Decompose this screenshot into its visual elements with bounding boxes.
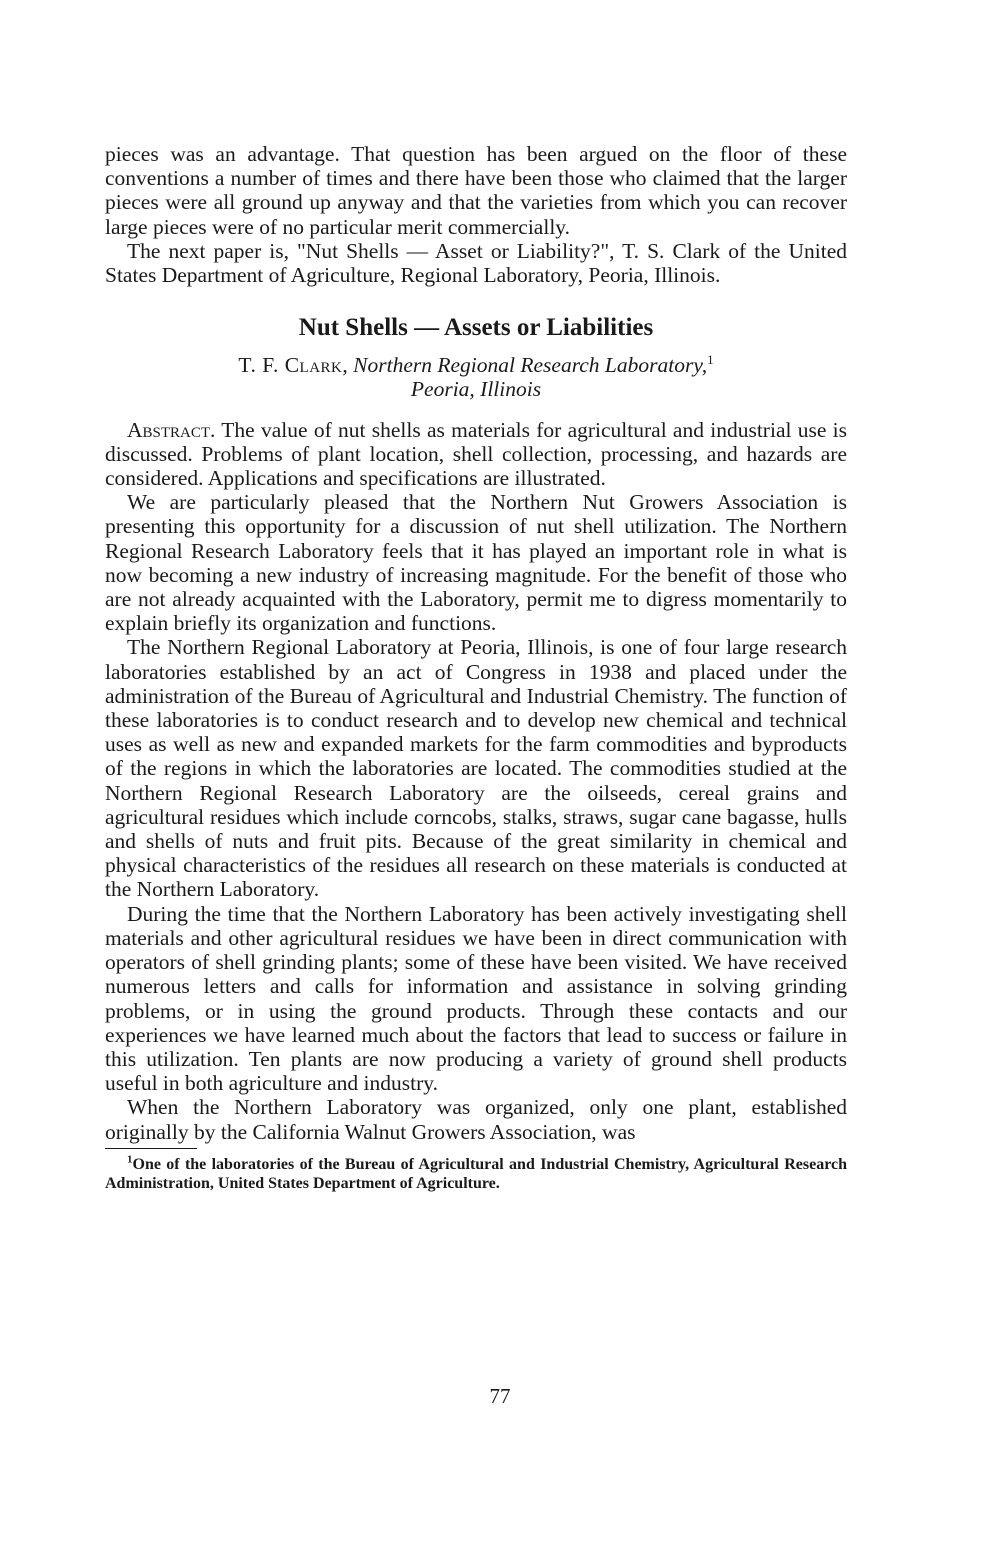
author-surname: Clark — [284, 353, 343, 378]
location: Peoria, Illinois — [410, 377, 542, 402]
intro-paragraph-2: The next paper is, "Nut Shells — Asset or Liability?", T. S. Clark of the United States Department of Agriculture, Regional Laboratory, Peoria, Illinois. — [105, 238, 847, 288]
footnote-text: One of the laboratories of the Bureau of Agricultural and Industrial Chemistry, Agricultural Research Administration, United States Department of Agriculture. — [105, 1155, 847, 1192]
article-title: Nut Shells — Assets or Liabilities — [298, 314, 654, 342]
abstract-label: Abstract. — [127, 417, 216, 442]
page-body — [105, 142, 847, 1193]
body-paragraph-4: When the Northern Laboratory was organized, only one plant, established originally by the California Walnut Growers Association, was — [105, 1095, 847, 1144]
byline: T. F. Clark, Northern Regional Research Laboratory,$^1$ — [238, 352, 714, 378]
footnote-reference: 1 — [707, 352, 714, 368]
footnote — [105, 1155, 847, 1193]
body-paragraph-1: We are particularly pleased that the Northern Nut Growers Association is presenting this opportunity for a discussion of nut shell utilization. The Northern Regional Research Laboratory feels that it has played an important role in what is now becoming a new industry of increasing magnitude. For the benefit of those who are not already acquainted with the Laboratory, permit me to digress momentarily to explain briefly its organization and functions. — [105, 490, 847, 636]
abstract — [105, 418, 847, 491]
footnote-mark: 1 — [127, 1153, 133, 1166]
author-initials: T. F. — [238, 353, 285, 378]
abstract-text: The value of nut shells as materials for agricultural and industrial use is discussed. Problems of plant location, shell collection, processing, and hazards are considered. Applications and specifications are illustrated. — [105, 417, 847, 491]
affiliation: Northern Regional Research Laboratory, — [353, 353, 708, 378]
intro-paragraph-1: pieces was an advantage. That question has been argued on the floor of these conventions a number of times and there have been those who claimed that the larger pieces were all ground up anyway and that the varieties from which you can recover large pieces were of no particular merit commercially. — [105, 142, 847, 239]
body-paragraph-3: During the time that the Northern Laboratory has been actively investigating shell materials and other agricultural residues we have been in direct communication with operators of shell grinding plants; some of these have been visited. We have received numerous letters and calls for information and assistance in solving grinding problems, or in using the ground products. Through these contacts and our experiences we have learned much about the factors that lead to success or failure in this utilization. Ten plants are now producing a variety of ground shell products useful in both agriculture and industry. — [105, 901, 847, 1096]
page-number: 77 — [489, 1384, 511, 1408]
footnote-divider — [105, 1148, 197, 1149]
body-paragraph-2: The Northern Regional Laboratory at Peoria, Illinois, is one of four large research laboratories established by an act of Congress in 1938 and placed under the administration of the Bureau of Agricultural and Industrial Chemistry. The function of these laboratories is to conduct research and to develop new chemical and technical uses as well as new and expanded markets for the farm commodities and byproducts of the regions in which the laboratories are located. The commodities studied at the Northern Regional Research Laboratory are the oilseeds, cereal grains and agricultural residues which include corncobs, stalks, straws, sugar cane bagasse, hulls and shells of nuts and fruit pits. Because of the great similarity in chemical and physical characteristics of the residues all research on these materials is conducted at the Northern Laboratory. — [105, 635, 847, 902]
